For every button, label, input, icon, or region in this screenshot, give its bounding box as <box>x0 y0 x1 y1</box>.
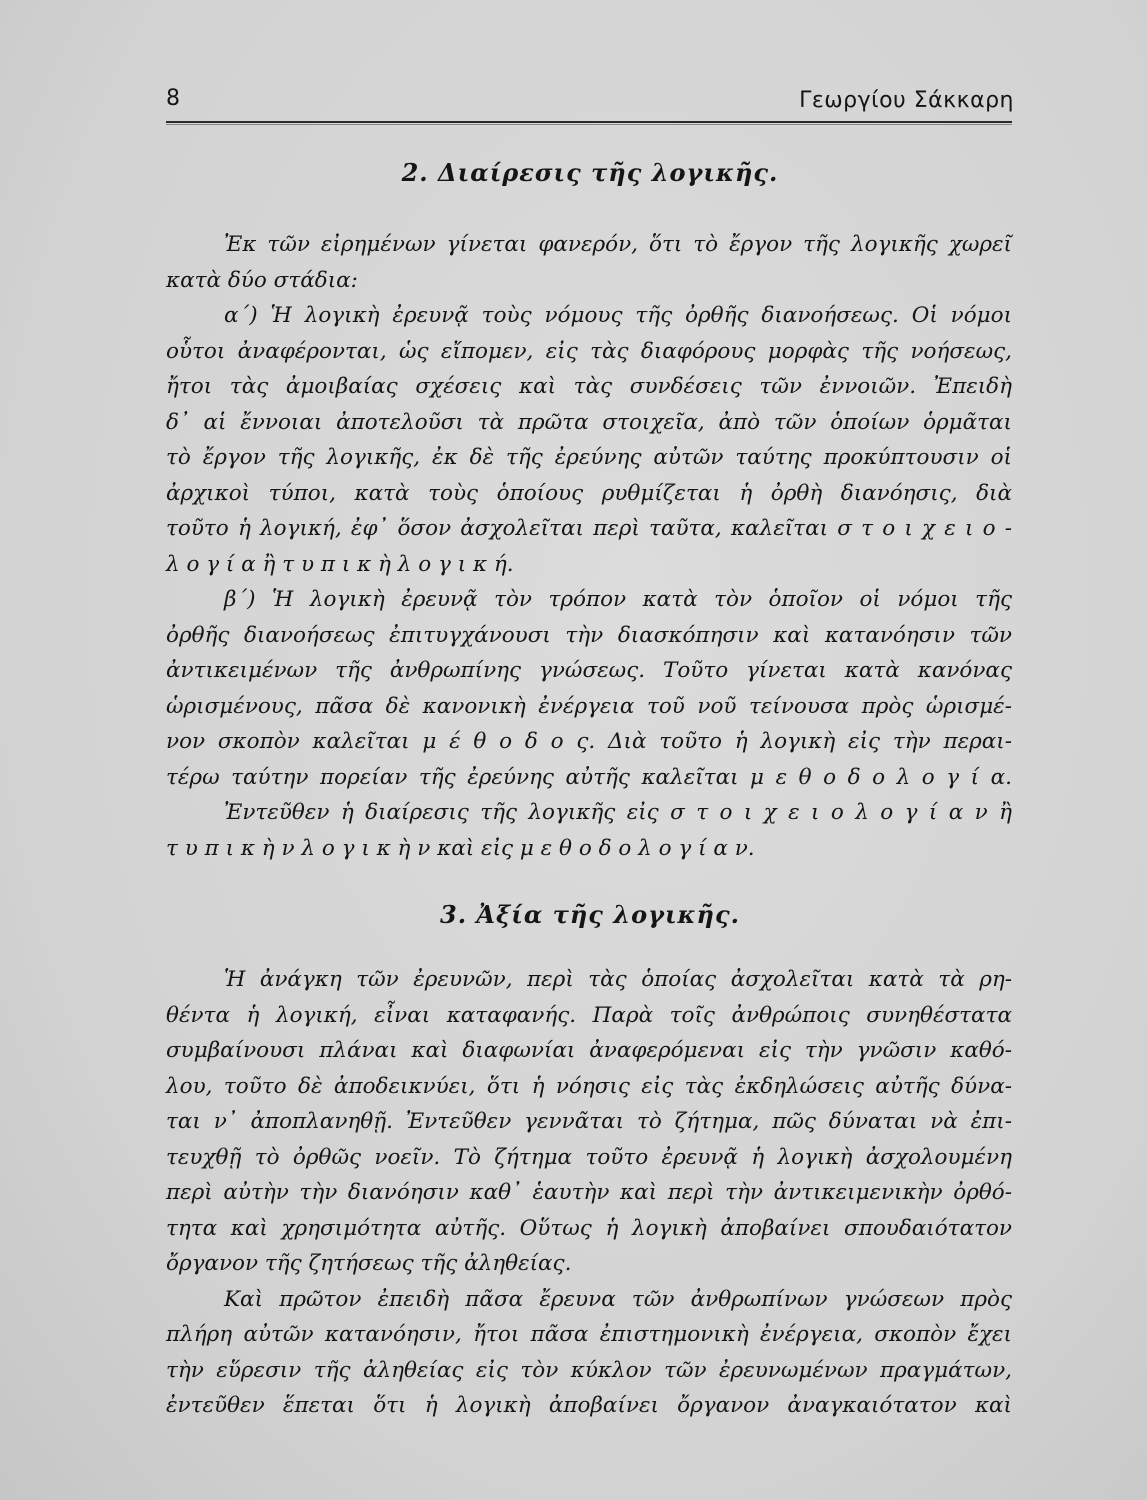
text-line: περὶ αὐτὴν τὴν διανόησιν καθ᾽ ἑαυτὴν καὶ περὶ τὴν ἀντικειμενικὴν ὀρθό- <box>166 1180 1012 1205</box>
header-rule-shadow <box>166 124 1012 125</box>
section-2-title: 2. Διαίρεσις τῆς λογικῆς. <box>401 158 779 187</box>
text-line: συμβαίνουσι πλάναι καὶ διαφωνίαι ἀναφερόμεναι εἰς τὴν γνῶσιν καθό- <box>166 1038 1012 1063</box>
text-line: ἀντικειμένων τῆς ἀνθρωπίνης γνώσεως. Τοῦτο γίνεται κατὰ κανόνας <box>166 658 1012 683</box>
running-header <box>166 84 1014 120</box>
text-line: τοῦτο ἡ λογική, ἐφ᾽ ὅσον ἀσχολεῖται περὶ ταῦτα, καλεῖται σ τ ο ι χ ε ι ο - <box>166 516 1012 541</box>
text-line: οὗτοι ἀναφέρονται, ὡς εἴπομεν, εἰς τὰς διαφόρους μορφὰς τῆς νοήσεως, <box>166 338 1012 364</box>
section-2-body <box>166 227 1012 866</box>
text-line: ἤτοι τὰς ἀμοιβαίας σχέσεις καὶ τὰς συνδέσεις τῶν ἐννοιῶν. Ἐπειδὴ <box>166 374 1012 399</box>
header-rule <box>166 121 1012 123</box>
text-line: κατὰ δύο στάδια: <box>166 267 358 293</box>
text-line: ὄργανον τῆς ζητήσεως τῆς ἀληθείας. <box>166 1251 572 1276</box>
text-line: νον σκοπὸν καλεῖται μ έ θ ο δ ο ς. Διὰ τοῦτο ἡ λογικὴ εἰς τὴν περαι- <box>166 729 1012 754</box>
running-author: Γεωργίου Σάκκαρη <box>799 88 1014 113</box>
text-line: Καὶ πρῶτον ἐπειδὴ πᾶσα ἔρευνα τῶν ἀνθρωπίνων γνώσεων πρὸς <box>224 1286 1012 1312</box>
text-line: ἀρχικοὶ τύποι, κατὰ τοὺς ὁποίους ρυθμίζεται ἡ ὀρθὴ διανόησις, διὰ <box>166 480 1012 506</box>
text-line: τ υ π ι κ ὴ ν λ ο γ ι κ ὴ ν καὶ εἰς μ ε θ ο δ ο λ ο γ ί α ν. <box>166 835 755 861</box>
text-line: Ἐκ τῶν εἰρημένων γίνεται φανερόν, ὅτι τὸ ἔργον τῆς λογικῆς χωρεῖ <box>224 232 1012 257</box>
text-line: τὸ ἔργον τῆς λογικῆς, ἐκ δὲ τῆς ἐρεύνης αὐτῶν ταύτης προκύπτουσιν οἱ <box>166 445 1012 470</box>
text-line: δ᾽ αἱ ἔννοιαι ἀποτελοῦσι τὰ πρῶτα στοιχεῖα, ἀπὸ τῶν ὁποίων ὁρμᾶται <box>166 409 1012 435</box>
text-line: λου, τοῦτο δὲ ἀποδεικνύει, ὅτι ἡ νόησις εἰς τὰς ἐκδηλώσεις αὐτῆς δύνα- <box>166 1073 1012 1099</box>
section-3-title: 3. Ἀξία τῆς λογικῆς. <box>440 900 740 929</box>
text-line: α΄) Ἡ λογικὴ ἐρευνᾷ τοὺς νόμους τῆς ὀρθῆς διανοήσεως. Οἱ νόμοι <box>224 303 1012 328</box>
text-line: τητα καὶ χρησιμότητα αὐτῆς. Οὕτως ἡ λογικὴ ἀποβαίνει σπουδαιότατον <box>166 1215 1012 1241</box>
text-line: β΄) Ἡ λογικὴ ἐρευνᾷ τὸν τρόπον κατὰ τὸν ὁποῖον οἱ νόμοι τῆς <box>224 587 1012 612</box>
text-line: ὀρθῆς διανοήσεως ἐπιτυγχάνουσι τὴν διασκόπησιν καὶ κατανόησιν τῶν <box>166 622 1012 648</box>
text-line: Ἐντεῦθεν ἡ διαίρεσις τῆς λογικῆς εἰς σ τ ο ι χ ε ι ο λ ο γ ί α ν ἢ <box>224 800 1012 825</box>
section-3-body <box>166 962 1012 1424</box>
page-number: 8 <box>166 86 180 111</box>
text-line: ὡρισμένους, πᾶσα δὲ κανονικὴ ἐνέργεια τοῦ νοῦ τείνουσα πρὸς ὡρισμέ- <box>166 693 1012 719</box>
text-line: τευχθῇ τὸ ὀρθῶς νοεῖν. Τὸ ζήτημα τοῦτο ἐρευνᾷ ἡ λογικὴ ἀσχολουμένη <box>166 1144 1012 1170</box>
text-line: τὴν εὕρεσιν τῆς ἀληθείας εἰς τὸν κύκλον τῶν ἐρευνωμένων πραγμάτων, <box>166 1357 1012 1383</box>
text-line: ἐντεῦθεν ἕπεται ὅτι ἡ λογικὴ ἀποβαίνει ὄργανον ἀναγκαιότατον καὶ <box>166 1393 1012 1418</box>
text-line: τέρω ταύτην πορείαν τῆς ἐρεύνης αὐτῆς καλεῖται μ ε θ ο δ ο λ ο γ ί α. <box>166 764 1012 790</box>
text-line: ται ν᾽ ἀποπλανηθῇ. Ἐντεῦθεν γεννᾶται τὸ ζήτημα, πῶς δύναται νὰ ἐπι- <box>166 1109 1012 1134</box>
text-line: πλήρη αὐτῶν κατανόησιν, ἤτοι πᾶσα ἐπιστημονικὴ ἐνέργεια, σκοπὸν ἔχει <box>166 1322 1012 1347</box>
text-line: θέντα ἡ λογική, εἶναι καταφανής. Παρὰ τοῖς ἀνθρώποις συνηθέστατα <box>166 1002 1012 1028</box>
text-line: λ ο γ ί α ἢ τ υ π ι κ ὴ λ ο γ ι κ ή. <box>166 551 514 577</box>
text-line: Ἡ ἀνάγκη τῶν ἐρευνῶν, περὶ τὰς ὁποίας ἀσχολεῖται κατὰ τὰ ρη- <box>224 967 1012 992</box>
